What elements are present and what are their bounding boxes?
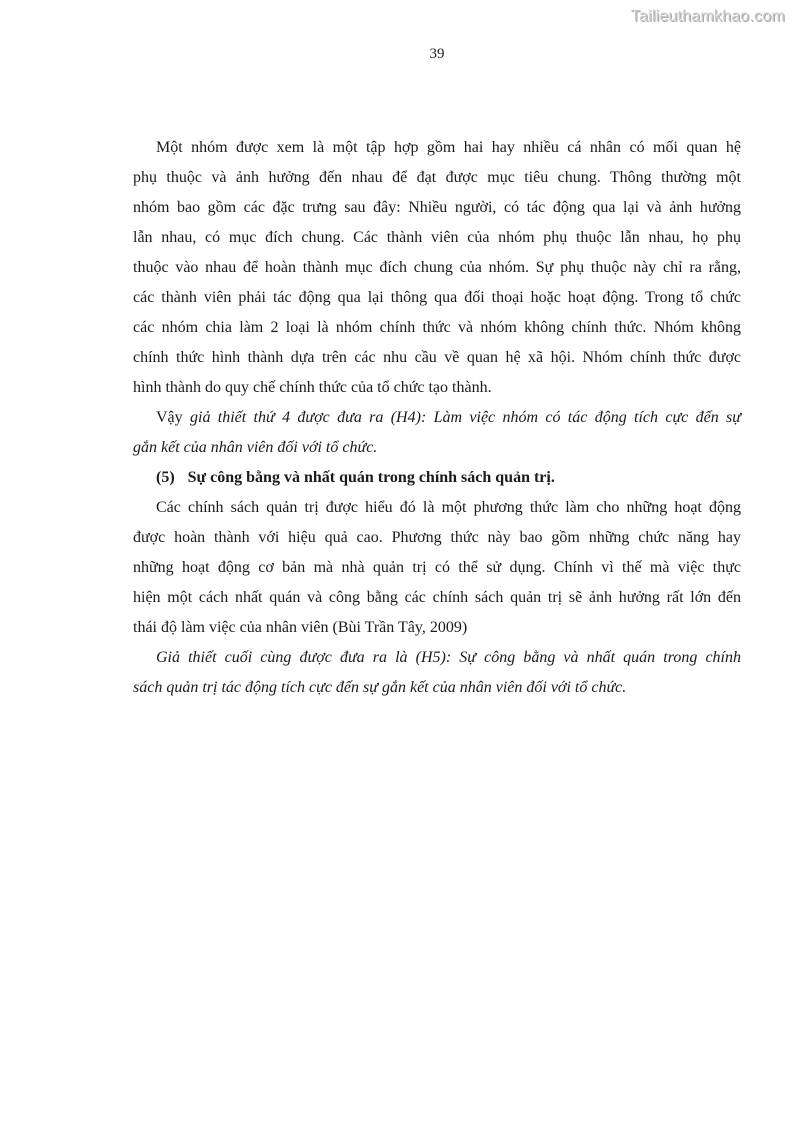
heading-text: Sự công bằng và nhất quán trong chính sách quản trị. (187, 469, 555, 486)
text-line: sách quản trị tác động tích cực đến sự gắn kết của nhân viên đối với tổ chức. (133, 679, 627, 696)
text-line: Các chính sách quản trị được hiểu đó là một phương thức làm cho những hoạt động (156, 499, 741, 516)
text-line: phụ thuộc và ảnh hưởng đến nhau để đạt được mục tiêu chung. Thông thường một (133, 169, 741, 186)
paragraph (133, 403, 741, 463)
site-watermark: Tailieuthamkhao.com (630, 8, 785, 25)
page-number: 39 (429, 46, 445, 62)
paragraph (133, 493, 741, 643)
text-line: thuộc vào nhau để hoàn thành mục đích chung của nhóm. Sự phụ thuộc này chỉ ra rằng, (133, 259, 741, 276)
text-line: Giả thiết cuối cùng được đưa ra là (H5): Sự công bằng và nhất quán trong chính (156, 649, 741, 666)
section-heading (133, 463, 741, 493)
text-line: Một nhóm được xem là một tập hợp gồm hai hay nhiều cá nhân có mối quan hệ (156, 139, 741, 156)
text-line: hiện một cách nhất quán và công bằng các chính sách quản trị sẽ ảnh hưởng rất lớn đến (133, 589, 741, 606)
page-content (133, 133, 741, 703)
text-line (133, 403, 741, 433)
heading-number: (5) (156, 469, 175, 486)
text-line: được hoàn thành với hiệu quả cao. Phương thức này bao gồm những chức năng hay (133, 529, 741, 546)
text-line: chính thức hình thành dựa trên các nhu cầu về quan hệ xã hội. Nhóm chính thức được (133, 349, 741, 366)
text-line: hình thành do quy chế chính thức của tổ chức tạo thành. (133, 379, 492, 396)
paragraph (133, 643, 741, 703)
heading-line (133, 463, 741, 493)
line-text: giả thiết thứ 4 được đưa ra (H4): Làm việc nhóm có tác động tích cực đến sự (190, 409, 742, 426)
lead-word: Vậy (156, 409, 190, 426)
text-line: lẫn nhau, có mục đích chung. Các thành viên của nhóm phụ thuộc lẫn nhau, họ phụ (133, 229, 741, 246)
text-line: các thành viên phải tác động qua lại thông qua đối thoại hoặc hoạt động. Trong tổ chức (133, 289, 741, 306)
text-line: những hoạt động cơ bản mà nhà quản trị có thể sử dụng. Chính vì thế mà việc thực (133, 559, 741, 576)
text-line: gắn kết của nhân viên đối với tổ chức. (133, 439, 378, 456)
text-line: thái độ làm việc của nhân viên (Bùi Trần Tây, 2009) (133, 619, 468, 636)
text-line: các nhóm chia làm 2 loại là nhóm chính thức và nhóm không chính thức. Nhóm không (133, 319, 741, 336)
text-line: nhóm bao gồm các đặc trưng sau đây: Nhiều người, có tác động qua lại và ảnh hưởng (133, 199, 741, 216)
paragraph (133, 133, 741, 403)
